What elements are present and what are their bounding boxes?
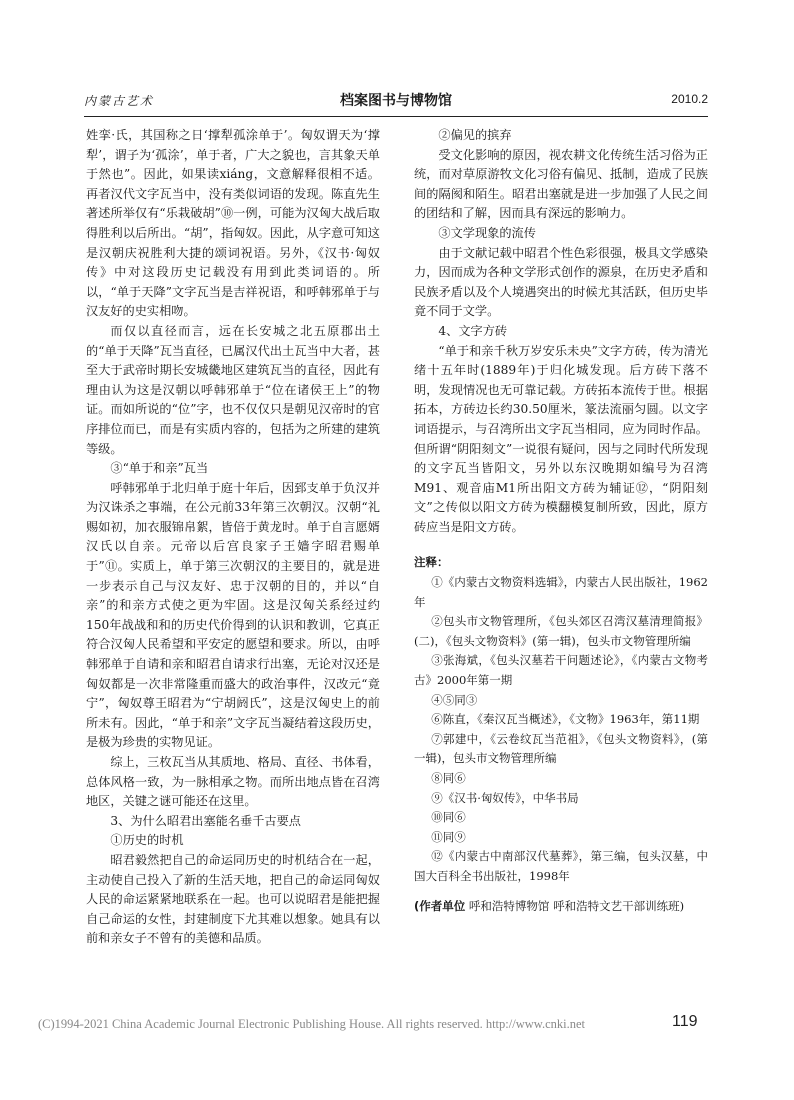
paragraph: 而仅以直径而言，远在长安城之北五原郡出土的“单于天降”瓦当直径，已属汉代出土瓦当中大者，甚至大于武帝时期长安城畿地区建筑瓦当的直径，因此有理由认为这是汉朝以呼韩邪单于“位在诸侯王上”的物证。而如所说的“位”字，也不仅仅只是朝见汉帝时的官序排位而已，而是有实质内容的，包括为之所建的建筑等级。 [86, 323, 380, 456]
issue-number: 2010.2 [671, 92, 708, 106]
notes-section [414, 553, 708, 916]
section-title: 档案图书与博物馆 [340, 93, 452, 109]
note-item: ⑪同⑨ [431, 829, 466, 844]
page-number: 119 [672, 1013, 698, 1030]
note-item: ⑩同⑥ [431, 810, 466, 825]
running-header [84, 92, 708, 114]
author-affiliation [414, 897, 708, 917]
section-heading: ②偏见的摈弃 [438, 128, 512, 142]
spacer [414, 537, 708, 547]
notes-list [414, 573, 708, 887]
paragraph: “单于和亲千秋万岁安乐未央”文字方砖，传为清光绪十五年时(1889年)于归化城发现。后方砖下落不明，发现情况也无可靠记载。方砖拓本流传于世。根据拓本，方砖边长约30.50厘米，篆法流丽匀圆。以文字词语提示，与召湾所出文字瓦当相同，应为同时作品。但所谓“阴阳刻文”一说很有疑问，因与之同时代所发现的文字瓦当皆阳文，另外以东汉晚期如编号为召湾M91、观音庙M1所出阳文方砖为辅证⑫，“阴阳刻文”之传似以阳文方砖为模翻模复制所致，因此，原方砖应当是阳文方砖。 [414, 343, 708, 534]
note-item: ⑥陈直，《秦汉瓦当概述》，《文物》1963年，第11期 [431, 712, 700, 727]
paragraph: 受文化影响的原因，视农耕文化传统生活习俗为正统，而对草原游牧文化习俗有偏见、抵制，造成了民族间的隔阂和陌生。昭君出塞就是进一步加强了人民之间的团结和了解，因而具有深远的影响力。 [414, 147, 708, 221]
paragraph: 昭君毅然把自己的命运同历史的时机结合在一起，主动使自己投入了新的生活天地，把自己的命运同匈奴人民的命运紧紧地联系在一起。也可以说昭君是能把握自己命运的女性，封建制度下尤其难以想象。她具有以前和亲女子不曾有的美德和品质。 [86, 852, 380, 946]
note-item: ④⑤同③ [431, 692, 478, 707]
paragraph: 呼韩邪单于北归单于庭十年后，因郅支单于负汉并为汉诛杀之事端，在公元前33年第三次朝汉。汉朝“礼赐如初，加衣服锦帛絮，皆倍于黄龙时。单于自言愿婿汉氏以自亲。元帝以后宫良家子王嫱字昭君赐单于”⑪。实质上，单于第三次朝汉的主要目的，就是进一步表示自己与汉友好、忠于汉朝的目的，并以“自亲”的和亲方式使之更为牢固。这是汉匈关系经过约150年战战和和的历史代价得到的认识和教训，它真正符合汉匈人民希望和平安定的愿望和要求。所以，由呼韩邪单于自请和亲和昭君自请求行出塞，无论对汉还是匈奴都是一次非常隆重而盛大的政治事件，汉改元“竟宁”，匈奴尊王昭君为“宁胡阏氏”，这是汉匈史上的前所未有。因此，“单于和亲”文字瓦当凝结着这段历史，是极为珍贵的实物见证。 [86, 480, 380, 750]
header-rule [84, 116, 708, 117]
journal-name: 内蒙古艺术 [84, 94, 155, 108]
section-heading: 4、文字方砖 [438, 323, 508, 338]
notes-label: 注释： [414, 555, 449, 570]
author-value: 呼和浩特博物馆 呼和浩特文艺干部训练班) [468, 898, 685, 913]
right-column-body [414, 126, 708, 537]
note-item: ②包头市文物管理所，《包头郊区召湾汉墓清理简报》(二)，《包头文物资料》(第一辑)，包头市文物管理所编 [414, 614, 708, 648]
paragraph: 综上，三枚瓦当从其质地、格局、直径、书体看，总体风格一致，为一脉相承之物。而所出地点皆在召湾地区，关键之谜可能还在这里。 [86, 755, 380, 809]
section-heading: ①历史的时机 [110, 833, 184, 848]
paragraph: 姓挛·氏，其国称之日‘撑犁孤涂单于’。匈奴谓天为‘撑犁’，谓子为‘孤涂’，单于者，广大之貌也，言其象天单于然也”。因此，如果读xiáng，文意解释很相不适。再者汉代文字瓦当中，没有类似词语的发现。陈直先生著述所举仅有“乐栽破胡”⑩一例，可能为汉匈大战后取得胜利以后所出。“胡”，指匈奴。因此，从字意可知这是汉朝庆祝胜利大捷的颂词祝语。另外，《汉书·匈奴传》中对这段历史记载没有用到此类词语的。所以，“单于天降”文字瓦当是吉祥祝语，和呼韩邪单于与汉友好的史实相吻。 [86, 128, 380, 319]
copyright-footer: (C)1994-2021 China Academic Journal Electronic Publishing House. All rights reserved. http://www.cnki.net [38, 1017, 586, 1031]
paragraph: 由于文献记载中昭君个性色彩很强，极具文学感染力，因而成为各种文学形式创作的源泉，在历史矛盾和民族矛盾以及个人境遇突出的时候尤其活跃，但历史毕竟不同于文学。 [414, 245, 708, 319]
note-item: ⑫《内蒙古中南部汉代墓葬》，第三编，包头汉墓，中国大百科全书出版社，1998年 [414, 849, 708, 883]
author-label: (作者单位 [414, 898, 466, 913]
note-item: ⑨《汉书·匈奴传》，中华书局 [431, 790, 579, 805]
section-heading: 3、为什么昭君出塞能名垂千古要点 [110, 813, 301, 828]
note-item: ①《内蒙古文物资料选辑》，内蒙古人民出版社，1962年 [414, 575, 708, 609]
note-item: ⑧同⑥ [431, 771, 466, 785]
section-heading: ③“单于和亲”瓦当 [110, 461, 209, 476]
right-column [414, 126, 708, 916]
left-column [86, 126, 380, 949]
section-heading: ③文学现象的流传 [438, 225, 536, 240]
note-item: ⑦郭建中，《云卷纹瓦当范祖》，《包头文物资料》，(第一辑)，包头市文物管理所编 [414, 731, 708, 766]
note-item: ③张海斌，《包头汉墓若干问题述论》，《内蒙古文物考古》2000年第一期 [414, 653, 708, 688]
